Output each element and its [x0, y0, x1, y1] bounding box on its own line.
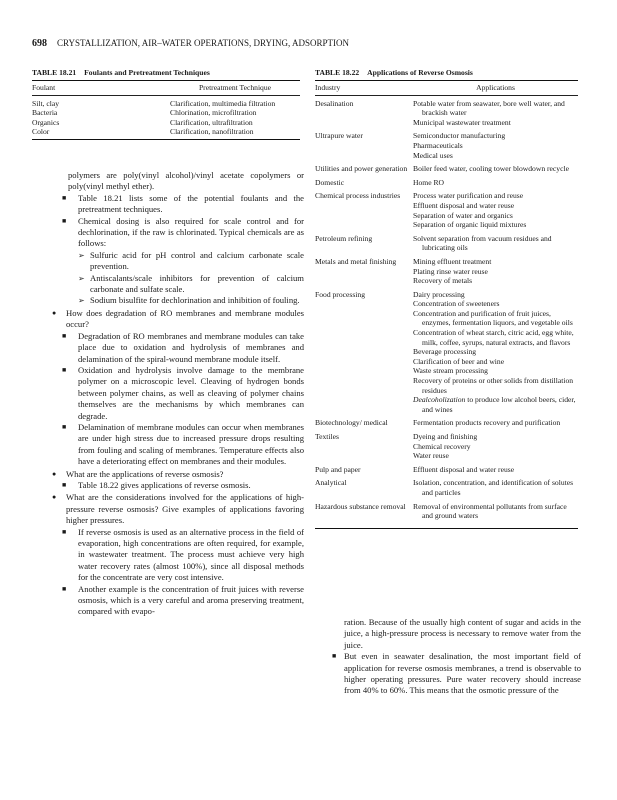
applications-cell [413, 178, 578, 188]
square-bullet-icon: ■ [62, 216, 67, 225]
industry-cell: Analytical [315, 478, 347, 488]
table-row [315, 502, 578, 521]
application-item: Concentration of wheat starch, citric acid, egg white, milk, coffee, syrups, natural extracts, and flavors [413, 328, 574, 347]
industry-cell: Biotechnology/ medical [315, 418, 388, 428]
applications-cell [413, 164, 578, 174]
application-item: Separation of water and organics [413, 210, 513, 220]
table-row [315, 290, 578, 415]
application-item: Fermentation products recovery and purification [413, 418, 561, 428]
left-text-column [52, 170, 304, 618]
application-item: Semiconductor manufacturing [413, 131, 506, 141]
list-item: ■ Chemical dosing is also required for scale control and for dechlorination, if the raw is chlorinated. Typical chemicals are as follows: [62, 215, 304, 249]
list-item: ■ Delamination of membrane modules can occur when membranes are under high stress due to increased pressure drops resulting from fouling and scaling of membranes. Temperature effects also have a deteriorating effect on membranes and their modules. [62, 421, 304, 467]
table-row [315, 131, 578, 160]
chapter-title: CRYSTALLIZATION, AIR–WATER OPERATIONS, DRYING, ADSORPTION [57, 38, 350, 48]
table-row [315, 432, 578, 461]
industry-cell: Desalination [315, 98, 354, 108]
round-bullet-icon: ● [52, 308, 57, 317]
table-title: Foulants and Pretreatment Techniques [84, 68, 210, 77]
industry-cell: Textiles [315, 432, 339, 441]
list-item: ➢ Sulfuric acid for pH control and calcium carbonate scale prevention. [78, 249, 304, 272]
technique-cell: Clarification, multimedia filtration [170, 98, 276, 108]
table-body [315, 96, 578, 528]
square-bullet-icon: ■ [62, 331, 67, 340]
page-number: 698 [32, 38, 47, 49]
foulant-cell: Organics [32, 117, 60, 127]
table-row [315, 418, 578, 428]
industry-cell: Food processing [315, 289, 365, 299]
table-row [315, 257, 578, 286]
table-row [315, 234, 578, 253]
application-item: Removal of environmental pollutants from surface and ground waters [413, 501, 567, 521]
list-item: ■ Table 18.21 lists some of the potential foulants and the pretreatment techniques. [62, 192, 304, 215]
list-item: ➢ Sodium bisulfite for dechlorination and inhibition of fouling. [78, 295, 300, 306]
applications-cell [413, 432, 578, 461]
foulant-cell: Color [32, 127, 50, 137]
table-row [32, 127, 300, 137]
applications-cell [413, 478, 578, 497]
industry-cell: Hazardous substance removal [315, 501, 406, 511]
triangle-bullet-icon: ➢ [78, 296, 85, 306]
list-item: ➢ Antiscalants/scale inhibitors for prevention of calcium carbonate and sulfate scale. [78, 272, 304, 295]
application-item: Home RO [413, 177, 445, 187]
table-row [315, 191, 578, 229]
list-item: ■ But even in seawater desalination, the most important field of application for reverse osmosis membranes, a trend is observable to higher operating pressures. Pure water recovery should increase from 40% to 60%. This means that the osmotic pressure of the [332, 651, 581, 696]
application-item: Concentration of sweeteners [413, 299, 500, 309]
table-row [315, 99, 578, 128]
table-row [315, 178, 578, 188]
application-item: Concentration and purification of fruit juices, enzymes, fermentation liquors, and vegetable oils [413, 308, 573, 328]
question-item: ● How does degradation of RO membranes and membrane modules occur? [52, 307, 304, 330]
paragraph: ration. Because of the usually high content of sugar and acids in the juice, a high-pressure process is necessary to remove water from the juice. [344, 617, 581, 650]
table-header-row [315, 81, 578, 95]
round-bullet-icon: ● [52, 469, 57, 478]
application-item: Clarification of beer and wine [413, 356, 505, 366]
application-item: Effluent disposal and water reuse [413, 200, 515, 210]
application-item: Potable water from seawater, bore well water, and brackish water [413, 98, 565, 118]
running-header [32, 38, 592, 49]
table-row [32, 108, 300, 118]
question-item: ● What are the applications of reverse osmosis? [52, 468, 224, 479]
table-title: Applications of Reverse Osmosis [367, 68, 473, 77]
table-18-21 [32, 68, 300, 140]
application-item: Water reuse [413, 451, 449, 461]
square-bullet-icon: ■ [62, 365, 67, 374]
foulant-cell: Silt, clay [32, 98, 59, 108]
paragraph: polymers are poly(vinyl alcohol)/vinyl acetate copolymers or poly(vinyl methyl ether). [68, 170, 304, 192]
application-item: Separation of organic liquid mixtures [413, 220, 527, 230]
triangle-bullet-icon: ➢ [78, 250, 85, 260]
round-bullet-icon: ● [52, 493, 57, 502]
table-row [32, 118, 300, 128]
application-item: Plating rinse water reuse [413, 266, 488, 276]
table-label: TABLE 18.22 [315, 68, 360, 77]
application-item: Beverage processing [413, 347, 477, 357]
applications-cell [413, 234, 578, 253]
table-header-row [32, 81, 300, 95]
application-item: Isolation, concentration, and identification of solutes and particles [413, 478, 574, 497]
application-item: Recovery of proteins or other solids from distillation residues [413, 376, 574, 395]
application-item: Municipal wastewater treatment [413, 117, 511, 127]
list-item: ■ Oxidation and hydrolysis involve damage to the membrane polymer on a microscopic level. Cleaving of hydrogen bonds between polymer chains, as well as cleaving of polymer chains themselves are the mechanisms by which membranes can degrade. [62, 364, 304, 421]
table-label: TABLE 18.21 [32, 68, 77, 77]
list-item: ■ If reverse osmosis is used as an alternative process in the field of evaporation, high concentrations are often required, for example, in wastewater treatment. The process must achieve very high water recovery rates (almost 100%), since all disposal methods for the concentrate are very cost intensive. [62, 526, 304, 583]
square-bullet-icon: ■ [62, 584, 67, 593]
square-bullet-icon: ■ [62, 527, 67, 536]
triangle-bullet-icon: ➢ [78, 273, 85, 283]
applications-cell [413, 465, 578, 475]
industry-cell: Utilities and power generation [315, 164, 408, 174]
industry-cell: Pulp and paper [315, 464, 361, 474]
square-bullet-icon: ■ [62, 193, 67, 202]
application-item: Solvent separation from vacuum residues and lubricating oils [413, 233, 552, 253]
application-item: Process water purification and reuse [413, 191, 524, 201]
application-item: Medical uses [413, 150, 453, 160]
table-body [32, 96, 300, 139]
application-item: Dairy processing [413, 289, 465, 299]
application-item: Dyeing and finishing [413, 432, 478, 441]
foulant-cell: Bacteria [32, 108, 58, 118]
list-item: ■ Another example is the concentration of fruit juices with reverse osmosis, which is a very careful and aroma preserving treatment, compared with evapo- [62, 583, 304, 617]
list-item: ■ Table 18.22 gives applications of reverse osmosis. [62, 479, 251, 490]
list-item: ■ Degradation of RO membranes and membrane modules can take place due to oxidation and hydrolysis of membranes and delamination of the spiral-wound membrane module itself. [62, 330, 304, 364]
column-header: Industry [315, 83, 341, 92]
application-item: Dealcoholization to produce low alcohol beers, cider, and wines [413, 395, 576, 414]
industry-cell: Domestic [315, 177, 345, 187]
table-row [315, 465, 578, 475]
industry-cell: Chemical process industries [315, 191, 401, 201]
column-header: Applications [476, 83, 515, 92]
applications-cell [413, 131, 578, 160]
technique-cell: Chlorination, microfiltration [170, 108, 257, 118]
applications-cell [413, 257, 578, 286]
question-item: ● What are the considerations involved for the applications of high-pressure reverse osmosis? Give examples of applications favoring higher pressures. [52, 492, 304, 526]
table-row [315, 164, 578, 174]
application-item: Waste stream processing [413, 366, 488, 376]
right-text-column [330, 617, 581, 697]
application-item: Recovery of metals [413, 276, 473, 286]
application-item: Pharmaceuticals [413, 140, 463, 150]
column-header: Pretreatment Technique [198, 83, 272, 92]
table-row [315, 478, 578, 497]
application-item: Effluent disposal and water reuse [413, 464, 515, 474]
applications-cell [413, 418, 578, 428]
table-caption [315, 68, 578, 80]
square-bullet-icon: ■ [62, 480, 67, 489]
square-bullet-icon: ■ [62, 422, 67, 431]
applications-cell [413, 191, 578, 229]
applications-cell [413, 290, 578, 415]
industry-cell: Petroleum refining [315, 233, 373, 243]
technique-cell: Clarification, ultrafiltration [170, 117, 253, 127]
industry-cell: Metals and metal finishing [315, 256, 397, 266]
industry-cell: Ultrapure water [315, 131, 363, 141]
column-header: Foulant [32, 83, 56, 92]
technique-cell: Clarification, nanofiltration [170, 127, 254, 137]
application-item: Boiler feed water, cooling tower blowdown recycle [413, 164, 569, 174]
application-item: Mining effluent treatment [413, 256, 492, 266]
table-18-22 [315, 68, 578, 529]
application-item: Chemical recovery [413, 441, 471, 451]
table-row [32, 99, 300, 109]
table-caption [32, 68, 300, 80]
applications-cell [413, 99, 578, 128]
square-bullet-icon: ■ [332, 652, 337, 661]
applications-cell [413, 502, 578, 521]
